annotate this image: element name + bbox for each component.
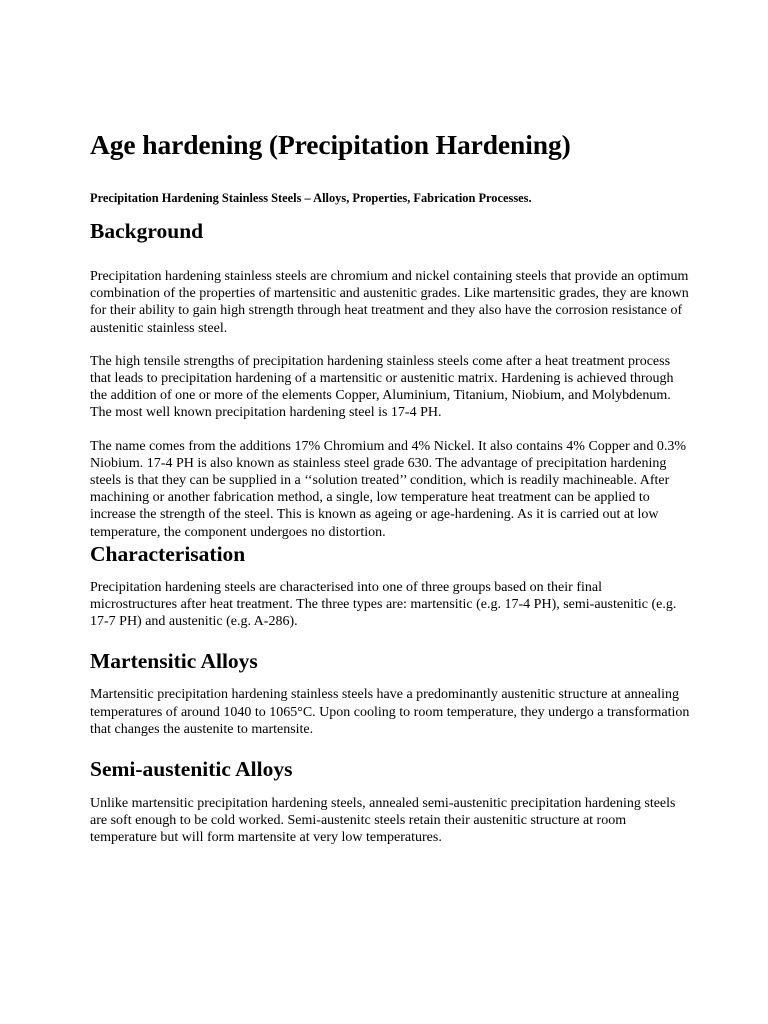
heading-martensitic-alloys: Martensitic Alloys [90, 649, 258, 674]
paragraph-martensitic-1: Martensitic precipitation hardening stainless steels have a predominantly austenitic structure at annealing temperatures of around 1040 to 1065°C. Upon cooling to room temperature, they undergo a transformation that changes the austenite to martensite. [90, 687, 690, 737]
heading-characterisation: Characterisation [90, 541, 246, 566]
document-body [90, 128, 690, 847]
paragraph-background-3: The name comes from the additions 17% Chromium and 4% Nickel. It also contains 4% Copper and 0.3% Niobium. 17-4 PH is also known as stainless steel grade 630. The advantage of precipitation hardening steels is that they can be supplied in a ‘‘solution treated’’ condition, which is readily machineable. After machining or another fabrication method, a single, low temperature heat treatment can be applied to increase the strength of the steel. This is known as ageing or age-hardening. As it is carried out at low temperature, the component undergoes no distortion. [90, 438, 687, 540]
paragraph-background-2: The high tensile strengths of precipitation hardening stainless steels come after a heat treatment process that leads to precipitation hardening of a martensitic or austenitic matrix. Hardening is achieved through the addition of one or more of the elements Copper, Aluminium, Titanium, Niobium, and Molybdenum. The most well known precipitation hardening steel is 17-4 PH. [90, 353, 674, 421]
paragraph-semi-austenitic-1: Unlike martensitic precipitation hardening steels, annealed semi-austenitic precipitation hardening steels are soft enough to be cold worked. Semi-austenitc steels retain their austenitic structure at room temperature but will form martensite at very low temperatures. [90, 796, 676, 846]
heading-semi-austenitic-alloys: Semi-austenitic Alloys [90, 757, 293, 782]
paragraph-characterisation-1: Precipitation hardening steels are characterised into one of three groups based on their final microstructures after heat treatment. The three types are: martensitic (e.g. 17-4 PH), semi-austenitic (e.g. 17-7 PH) and austenitic (e.g. A-286). [90, 579, 677, 630]
document-title: Age hardening (Precipitation Hardening) [90, 129, 571, 160]
document-subtitle: Precipitation Hardening Stainless Steels – Alloys, Properties, Fabrication Processes. [90, 191, 532, 205]
heading-background: Background [90, 219, 204, 243]
paragraph-background-1: Precipitation hardening stainless steels are chromium and nickel containing steels that provide an optimum combination of the properties of martensitic and austenitic grades. Like martensitic grades, they are known for their ability to gain high strength through heat treatment and they also have the corrosion resistance of austenitic stainless steel. [90, 269, 689, 336]
